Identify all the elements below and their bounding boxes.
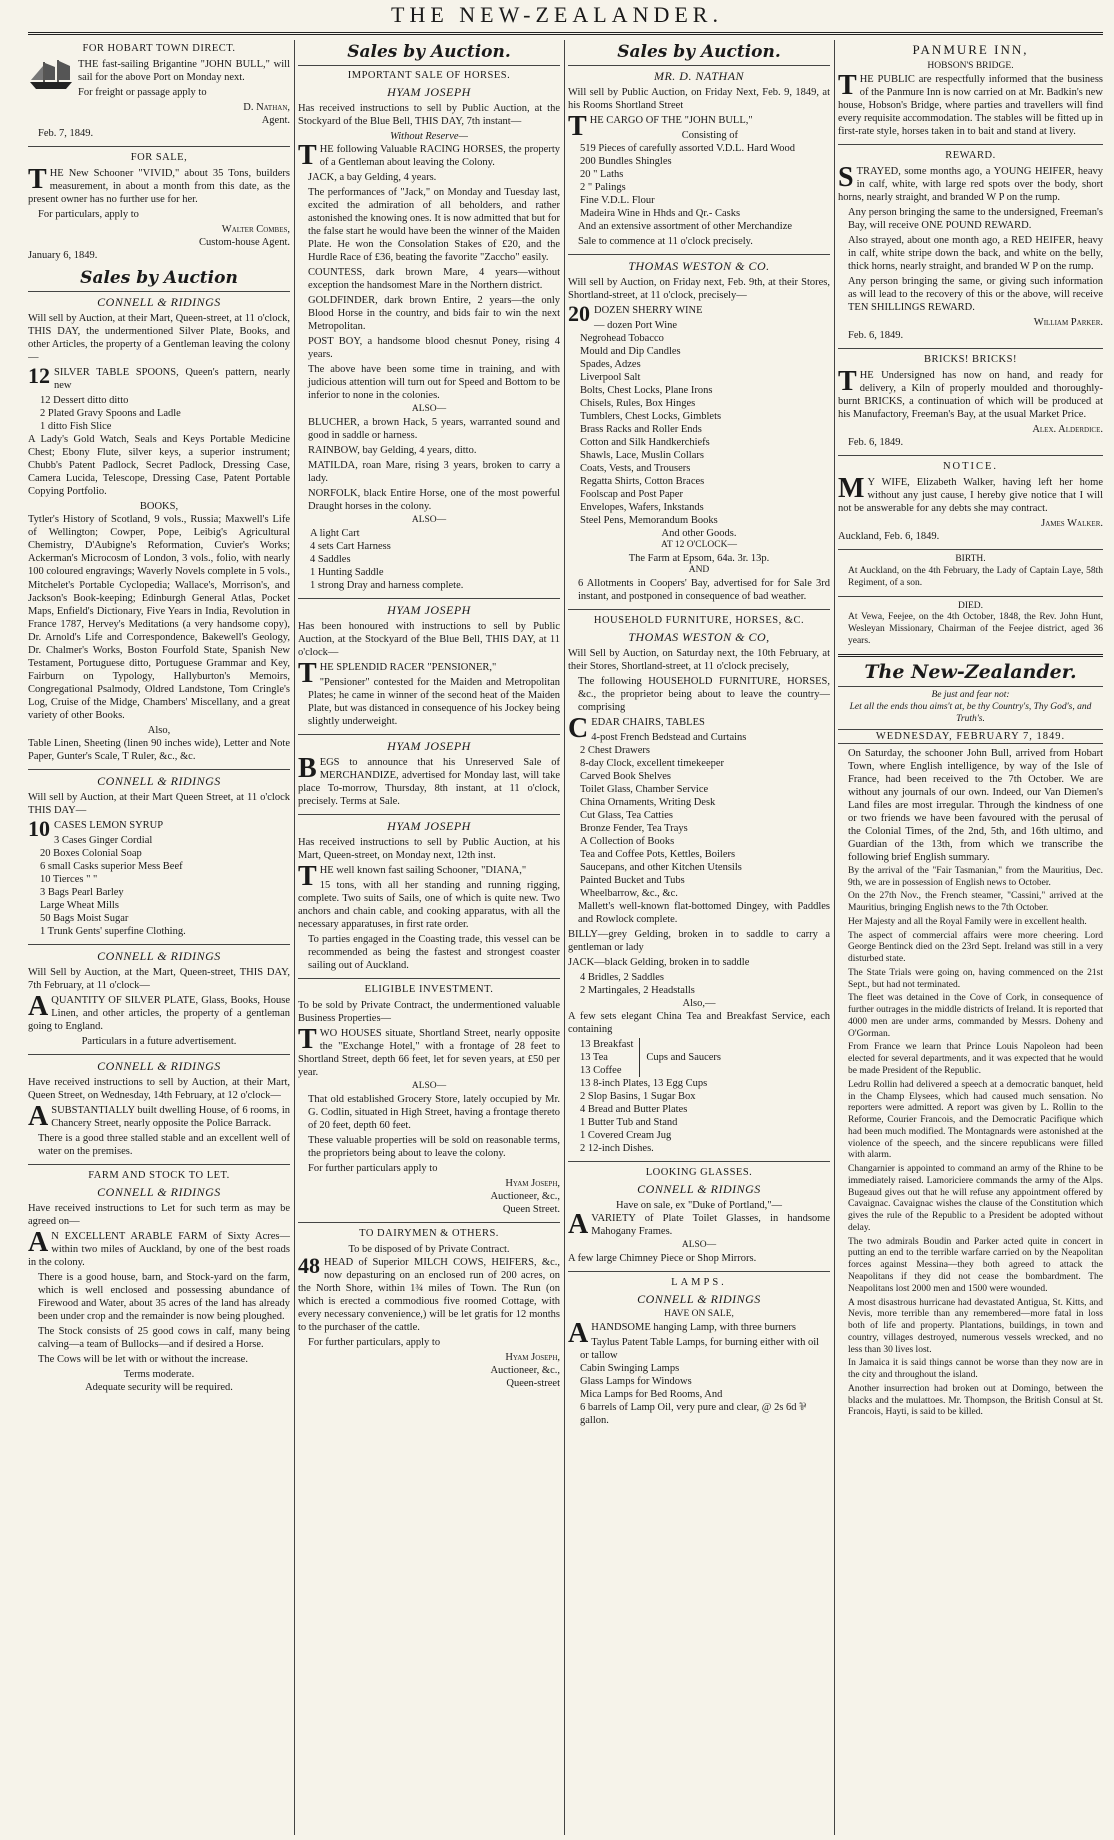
weston-intro: Will sell by Auction, on Friday next, Feb. 9th, at their Stores, Shortland-street, at 11 o'clock, precisely— bbox=[568, 277, 830, 302]
investment-advert bbox=[298, 983, 560, 1216]
list-item: 4-post French Bedstead and Curtains bbox=[591, 731, 747, 743]
dairymen-apply: For further particulars, apply to bbox=[308, 1337, 441, 1349]
editorial-p14: Another insurrection had broken out at Domingo, between the blacks and the mulattoes. Mr. Thompson, the British Consul at St. Francois, Hayti, is said to be killed. bbox=[848, 1383, 1103, 1418]
list-item: Shawls, Lace, Muslin Collars bbox=[580, 450, 704, 462]
horses-p2: The performances of "Jack," on Monday and Tuesday last, excited the admiration of all beholders, and rather astonished the knowing ones. It is now admitted that but for the false start he would have been the winner of the Maiden Plate. He won the Consolation Stakes of £20, and the Hurdle Race of £36, beating the favorite "Zaccho" easily. bbox=[308, 187, 560, 264]
misc-items: A Lady's Gold Watch, Seals and Keys Portable Medicine Chest; Ebony Flute, silver keys, a superior instrument; Chubb's Patent Padlock, Secret Padlock, Dressing Case, Camera Lucida, Telescope, Dressing Case, Patent Portable Copying Portfolio. bbox=[28, 434, 290, 498]
list-item: China Ornaments, Writing Desk bbox=[580, 796, 716, 808]
list-item: A light Cart bbox=[310, 527, 360, 539]
firm-name: HYAM JOSEPH bbox=[387, 85, 471, 100]
list-item: 50 Bags Moist Sugar bbox=[40, 912, 129, 924]
weston-and: AND bbox=[688, 565, 710, 576]
books-list: Tytler's History of Scotland, 9 vols., Russia; Maxwell's Life of Wellington; Cowper, Pope, Leibig's Agricultural Chemistry, D'Aubigne's Reformation, Cuvier's Works; Ackerman's Microcosm of London, 3 vols., folio, with nearly 100 coloured engravings; Waverly Novels complete in 5 vols., Mitchelet's Portable Cyclopedia; Wallace's, Morrison's, and Jackson's Book-keeping; Edinburgh General Atlas, Pocket Maps, Enfield's Dictionary, Five Years in India, Revolution in France 1787, Hervey's Meditations (a very handsome copy), Dr. Arnold's Life and Correspondence, Bakewell's Geology, Dr. Chalmer's Works, Boston Fourfold State, Spanish New Testament, Portuguese ditto, Portuguese Grammar and Key, Fairburn on Typology, Hallyburton's Memoirs, Congregational Psalmody, Oldred Landstone, Tom Cringle's Log, Cruise of the Midge, Chambers' Miscellany, and a great variety of other Books. bbox=[28, 514, 290, 721]
sale-body: THE New Schooner "VIVID," about 35 Tons, builders measurement, in about a month from this date, as the present owner has no further use for her. bbox=[28, 164, 290, 206]
cups-group bbox=[568, 1038, 830, 1077]
cups-label: Cups and Saucers bbox=[646, 1052, 722, 1064]
lamps-title: LAMPS. bbox=[671, 1277, 727, 1289]
glasses-intro: Have on sale, ex "Duke of Portland,"— bbox=[615, 1200, 783, 1212]
hobart-freight: For freight or passage apply to bbox=[78, 87, 207, 99]
editorial-p13: In Jamaica it is said things cannot be worse than they now are in the city and throughout the island. bbox=[848, 1358, 1103, 1381]
horses-lead: THE following Valuable RACING HORSES, the property of a Gentleman about leaving the Colony. bbox=[298, 140, 560, 172]
editorial-p5: The aspect of commercial affairs were more cheering. Lord George Bentinck died on the 23rd Sept. Ireland was still in a very disturbed state. bbox=[848, 930, 1103, 965]
diana-intro: Has received instructions to sell by Public Auction, at his Mart, Queen-street, on Monday next, 12th inst. bbox=[298, 836, 560, 861]
list-item: 4 Saddles bbox=[310, 553, 351, 565]
list-item: 200 Bundles Shingles bbox=[580, 156, 672, 168]
list-item: 1 Butter Tub and Stand bbox=[580, 1117, 678, 1129]
list-item: Spades, Adzes bbox=[580, 359, 641, 371]
bricks-body: THE Undersigned has now on hand, and ready for delivery, a Kiln of properly moulded and thoroughly-burnt BRICKS, a continuation of which will be produced at his Manufactory, Freeman's Bay, at the usual Market Price. bbox=[838, 366, 1103, 421]
list-item: 4 Bridles, 2 Saddles bbox=[580, 972, 664, 984]
birth-body: At Auckland, on the 4th February, the Lady of Captain Laye, 58th Regiment, of a son. bbox=[848, 566, 1103, 588]
hobart-title: FOR HOBART TOWN DIRECT. bbox=[82, 43, 236, 54]
lead-item: SILVER TABLE SPOONS, Queen's pattern, nearly new bbox=[54, 367, 290, 392]
ship-icon bbox=[28, 58, 74, 92]
farm-p2: There is a good house, barn, and Stock-yard on the farm, which is well enclosed and possessing abundance of Firewood and Water, about 35 acres of the land has already been under crop and the remainder is now being ploughed. bbox=[38, 1271, 290, 1322]
list-item: 2 Slop Basins, 1 Sugar Box bbox=[580, 1091, 696, 1103]
paper-motto-2: Let all the ends thou aims't at, be thy Country's, Thy God's, and Truth's. bbox=[849, 702, 1092, 724]
list-item: Tumblers, Chest Locks, Gimblets bbox=[580, 411, 722, 423]
list-item: 1 Trunk Gents' superfine Clothing. bbox=[40, 925, 186, 937]
list-item: 2 Martingales, 2 Headstalls bbox=[580, 985, 695, 997]
list-item: 2 Chest Drawers bbox=[580, 744, 650, 756]
notice-signer: James Walker. bbox=[1041, 518, 1103, 530]
investment-intro: To be sold by Private Contract, the undermentioned valuable Business Properties— bbox=[298, 1000, 560, 1025]
household-title: HOUSEHOLD FURNITURE, HORSES, &C. bbox=[593, 614, 805, 626]
died-body: At Vewa, Feejee, on the 4th October, 1848, the Rev. John Hunt, Wesleyan Missionary, Chairman of the Feejee district, aged 36 years. bbox=[848, 612, 1103, 646]
lead-number: 10 bbox=[28, 815, 50, 841]
investment-p3: These valuable properties will be sold on reasonable terms, the proprietors being about to leave the colony. bbox=[308, 1134, 560, 1159]
lamps-intro: HAVE ON SALE, bbox=[664, 1309, 734, 1319]
list-item: Tea and Coffee Pots, Kettles, Boilers bbox=[580, 849, 736, 861]
diana-body: 15 tons, with all her standing and running rigging, complete. Two suits of Sails, one of which is quite new. Two anchors and chain cable, and cooking apparatus, with all the necessary apparatuses, in first rate order. bbox=[298, 879, 560, 930]
racer-intro: Has been honoured with instructions to sell by Public Auction, at the Stockyard of the Blue Bell, THIS DAY, at 11 o'clock— bbox=[298, 620, 560, 658]
list-item: Glass Lamps for Windows bbox=[580, 1375, 692, 1387]
auction-intro: Will sell by Auction, at their Mart, Queen-street, at 11 o'clock, THIS DAY, the undermentioned Silver Plate, Books, and other Articles, the property of a Gentleman leaving the colony— bbox=[28, 313, 290, 364]
dairymen-name: Hyam Joseph, bbox=[505, 1352, 560, 1364]
glasses-title: LOOKING GLASSES. bbox=[645, 1167, 753, 1179]
list-item: A Collection of Books bbox=[580, 836, 675, 848]
list-item: Cotton and Silk Handkerchiefs bbox=[580, 437, 710, 449]
bricks-signer: Alex. Alderdice. bbox=[1032, 424, 1103, 436]
glasses-body: AVARIETY of Plate Toilet Glasses, in handsome Mahogany Frames. bbox=[568, 1209, 830, 1241]
panmure-advert bbox=[838, 42, 1103, 138]
list-item: 1 strong Dray and harness complete. bbox=[310, 580, 464, 592]
lead-item: CASES LEMON SYRUP bbox=[54, 819, 164, 831]
nathan-time: Sale to commence at 11 o'clock precisely. bbox=[578, 236, 753, 248]
bricks-date: Feb. 6, 1849. bbox=[848, 437, 904, 449]
horses-sale bbox=[298, 69, 560, 592]
nathan-sale bbox=[568, 69, 830, 248]
horses-p1: JACK, a bay Gelding, 4 years. bbox=[308, 172, 437, 184]
auction-silver-plate bbox=[28, 295, 290, 762]
editorial-p1: On Saturday, the schooner John Bull, arrived from Hobart Town, where English intelligence, by way of the Isle of France, had been received to the 7th October. We are without any journals of our own. Indeed, our Van Diemen's Land files are most irregular. Through the kindness of one or two friends we have been favoured with the perusal of the Colonial Times, of the 2nd, 5th, and 16th ultimo, and Guardian of the 13th, from which we transcribe the following brief English summary. bbox=[848, 747, 1103, 863]
firm-name: CONNELL & RIDINGS bbox=[97, 295, 221, 310]
list-item: Steel Pens, Memorandum Books bbox=[580, 515, 718, 527]
firm-name: CONNELL & RIDINGS bbox=[97, 1184, 221, 1199]
list-item: Madeira Wine in Hhds and Qr.- Casks bbox=[580, 208, 741, 220]
firm-name: THOMAS WESTON & CO. bbox=[628, 259, 770, 274]
column-divider bbox=[564, 40, 565, 1835]
nathan-intro: Will sell by Public Auction, on Friday Next, Feb. 9, 1849, at his Rooms Shortland Street bbox=[568, 86, 830, 111]
horses-p4: GOLDFINDER, dark brown Entire, 2 years—the only Blood Horse in the country, and bids fair to win the next Metropolitan. bbox=[308, 295, 560, 333]
auction-silver-glass bbox=[28, 949, 290, 1048]
firm-name: CONNELL & RIDINGS bbox=[97, 1058, 221, 1073]
racer-sale bbox=[298, 603, 560, 728]
dairymen-role: Auctioneer, &c., bbox=[490, 1365, 560, 1377]
reward-p2: Any person bringing the same to the undersigned, Freeman's Bay, will receive ONE POUND REWARD. bbox=[848, 207, 1103, 232]
firm-name: CONNELL & RIDINGS bbox=[637, 1182, 761, 1197]
hobart-date: Feb. 7, 1849. bbox=[38, 128, 94, 140]
list-item: Cut Glass, Tea Catties bbox=[580, 809, 673, 821]
column-divider bbox=[834, 40, 835, 1835]
list-item: Brass Racks and Roller Ends bbox=[580, 424, 702, 436]
also-label: Also, bbox=[147, 724, 171, 736]
lamps-advert bbox=[568, 1276, 830, 1427]
list-item: Large Wheat Mills bbox=[40, 899, 119, 911]
horses-p8: RAINBOW, bay Gelding, 4 years, ditto. bbox=[308, 445, 477, 457]
panmure-title: PANMURE INN, bbox=[912, 42, 1029, 57]
list-item: 13 Coffee bbox=[580, 1065, 622, 1077]
auction-intro: Have received instructions to sell by Auction, at their Mart, Queen Street, on Wednesday, 14th February, at 12 o'clock— bbox=[28, 1076, 290, 1101]
section-header: Sales by Auction. bbox=[298, 42, 560, 66]
firm-name: HYAM JOSEPH bbox=[387, 818, 471, 833]
list-item: 2 " Palings bbox=[580, 182, 626, 194]
household-dingey: Mallett's well-known flat-bottomed Dingey, with Paddles and Rowlock complete. bbox=[578, 901, 830, 926]
also-label: ALSO— bbox=[411, 1081, 447, 1092]
horses-p7: BLUCHER, a brown Hack, 5 years, warranted sound and good in saddle or harness. bbox=[308, 417, 560, 442]
panmure-body: THE PUBLIC are respectfully informed that the business of the Panmure Inn is now carried on at Mr. Badkin's new house, Hobson's Bridge, where parties and travellers will find every requisite accommodation. The stables will be fitted up in first-rate style, horses taken in to bait and stand at livery. bbox=[838, 69, 1103, 137]
auction-intro: Will sell by Auction, at their Mart Queen Street, at 11 o'clock THIS DAY— bbox=[28, 791, 290, 816]
sale-title: FOR SALE, bbox=[130, 152, 188, 164]
horses-p5: POST BOY, a handsome blood chesnut Poney, rising 4 years. bbox=[308, 336, 560, 361]
list-item: Bronze Fender, Tea Trays bbox=[580, 823, 688, 834]
editorial-p11: The two admirals Boudin and Parker acted quite in concert in putting an end to the terrible warfare carried on by the Neapolitan forces against Messina—they both agreed to attack the Neapolitans if they did not cease the bombardment. The Neapolitans lost 2000 men and 1500 were wounded. bbox=[848, 1236, 1103, 1294]
firm-name: HYAM JOSEPH bbox=[387, 739, 471, 754]
notice-date: Auckland, Feb. 6, 1849. bbox=[838, 531, 940, 543]
reward-p3: Also strayed, about one month ago, a RED HEIFER, heavy in calf, white stripe down the back, and white on the belly, thick horns, nearly straight, and branded W P on the rump. bbox=[848, 235, 1103, 273]
auction-note: Particulars in a future advertisement. bbox=[81, 1035, 237, 1047]
household-jack: JACK—black Gelding, broken in to saddle bbox=[568, 957, 750, 969]
firm-name: CONNELL & RIDINGS bbox=[97, 773, 221, 788]
editorial-p3: On the 27th Nov., the French steamer, "Cassini," arrived at the Mauritius, bringing English news to the 7th October. bbox=[848, 891, 1103, 914]
sale-name: Walter Combes, bbox=[221, 224, 290, 236]
also-label: ALSO— bbox=[681, 1240, 717, 1251]
reward-title: REWARD. bbox=[945, 149, 996, 161]
farm-body: AN EXCELLENT ARABLE FARM of Sixty Acres—within two miles of Auckland, by one of the best roads in the colony. bbox=[28, 1226, 290, 1268]
horses-title: IMPORTANT SALE OF HORSES. bbox=[347, 70, 511, 82]
diana-lead: THE well known fast sailing Schooner, "DIANA," bbox=[298, 860, 527, 892]
list-item: Foolscap and Post Paper bbox=[580, 489, 683, 501]
bricks-advert bbox=[838, 353, 1103, 449]
paper-motto-1: Be just and fear not: bbox=[931, 690, 1010, 701]
lamps-body: AHANDSOME hanging Lamp, with three burners bbox=[568, 1317, 796, 1349]
list-item: 1 Hunting Saddle bbox=[310, 567, 384, 578]
horses-p6: The above have been some time in training, and with judicious attention will turn out for Speed and Bottom to be inferior to none in the colonies. bbox=[308, 364, 560, 402]
also-label: Also,— bbox=[682, 998, 716, 1010]
books-title: BOOKS, bbox=[139, 501, 179, 513]
vivid-sale bbox=[28, 151, 290, 262]
weston-sherry-sale bbox=[568, 259, 830, 603]
list-item: — dozen Port Wine bbox=[594, 320, 678, 332]
sale-date: January 6, 1849. bbox=[28, 250, 98, 262]
weston-at: AT 12 O'CLOCK— bbox=[661, 540, 737, 551]
list-item: Fine V.D.L. Flour bbox=[580, 195, 655, 207]
bricks-title: BRICKS! BRICKS! bbox=[924, 354, 1017, 366]
hobart-agent: D. Nathan, bbox=[243, 102, 290, 114]
list-item: Cabin Swinging Lamps bbox=[580, 1362, 680, 1374]
auction-body: ASUBSTANTIALLY built dwelling House, of 6 rooms, in Chancery Street, nearly opposite the Police Barrack. bbox=[28, 1100, 290, 1132]
list-item: Taylus Patent Table Lamps, for burning either with oil or tallow bbox=[580, 1336, 820, 1361]
farm-terms: Terms moderate. bbox=[123, 1368, 195, 1380]
death-notice bbox=[838, 601, 1103, 648]
section-header: Sales by Auction bbox=[28, 268, 290, 292]
masthead-rule bbox=[28, 32, 1103, 35]
list-item: 13 Tea bbox=[580, 1052, 608, 1064]
firm-name: HYAM JOSEPH bbox=[387, 603, 471, 618]
list-item: Regatta Shirts, Cotton Braces bbox=[580, 476, 705, 488]
list-item: 6 barrels of Lamp Oil, very pure and clear, @ 2s 6d ⅌ gallon. bbox=[580, 1401, 807, 1426]
hobart-body: THE fast-sailing Brigantine "JOHN BULL," will sail for the above Port on Monday next. bbox=[78, 59, 290, 84]
list-item: 1 Covered Cream Jug bbox=[580, 1130, 672, 1142]
weston-farm: The Farm at Epsom, 64a. 3r. 13p. bbox=[628, 553, 770, 565]
racer-lead: THE SPLENDID RACER "PENSIONER," bbox=[298, 657, 497, 689]
household-china: A few sets elegant China Tea and Breakfast Service, each containing bbox=[568, 1011, 830, 1036]
nathan-tail: And an extensive assortment of other Merchandize bbox=[578, 221, 793, 233]
investment-role: Auctioneer, &c., bbox=[490, 1190, 560, 1202]
reward-p4: Any person bringing the same, or giving such information as will lead to the recovery of this or the above, will receive TEN SHILLINGS REWARD. bbox=[848, 276, 1103, 314]
household-billy: BILLY—grey Gelding, broken in to saddle to carry a gentleman or lady bbox=[568, 929, 830, 954]
reward-signer: William Parker. bbox=[1033, 317, 1103, 329]
list-item: 12 Dessert ditto ditto bbox=[40, 395, 129, 407]
weston-allot: 6 Allotments in Coopers' Bay, advertised for for Sale 3rd instant, and postponed in consequence of bad weather. bbox=[578, 577, 830, 602]
column-divider bbox=[294, 40, 295, 1835]
farm-security: Adequate security will be required. bbox=[85, 1381, 233, 1393]
list-item: 3 Bags Pearl Barley bbox=[40, 886, 124, 898]
list-item: 10 Tierces " " bbox=[40, 873, 98, 885]
list-item: 6 small Casks superior Mess Beef bbox=[40, 860, 183, 872]
firm-name: MR. D. NATHAN bbox=[653, 69, 745, 84]
household-sale bbox=[568, 614, 830, 1155]
list-item: 20 " Laths bbox=[580, 169, 624, 181]
racer-body: "Pensioner" contested for the Maiden and Metropolitan Plates; he came in winner of the second heat of the Maiden Plate, but was distanced in consequence of his Jockey being slightly underweight. bbox=[308, 676, 560, 728]
editorial-p2: By the arrival of the "Fair Tasmanian," from the Mauritius, Dec. 9th, we are in possession of English news to October. bbox=[848, 865, 1103, 888]
glasses-tail: A few large Chimney Piece or Shop Mirrors. bbox=[568, 1253, 757, 1265]
investment-body: TWO HOUSES situate, Shortland Street, nearly opposite the "Exchange Hotel," with a frontage of 28 feet to Shortland Street, depth 66 feet, let for seven years, at £50 per year. bbox=[298, 1024, 560, 1079]
list-item: Saucepans, and other Kitchen Utensils bbox=[580, 862, 742, 874]
editorial-p8: From France we learn that Prince Louis Napoleon had been elected for several departments, and it was expected that he would be made President of the Republic. bbox=[848, 1042, 1103, 1076]
nathan-lead: THE CARGO OF THE "JOHN BULL," bbox=[568, 110, 753, 142]
unreserved-body: BEGS to announce that his Unreserved Sale of MERCHANDIZE, advertised for Monday last, will take place To-morrow, Thursday, 8th instant, at 11 o'clock, precisely. Terms at Sale. bbox=[298, 752, 560, 807]
auction-tail: There is a good three stalled stable and an excellent well of water on the premises. bbox=[38, 1132, 290, 1157]
sale-role: Custom-house Agent. bbox=[199, 237, 290, 249]
list-item: Coats, Vests, and Trousers bbox=[580, 463, 691, 475]
panmure-sub: HOBSON'S BRIDGE. bbox=[927, 61, 1014, 72]
auction-intro: Will Sell by Auction, at the Mart, Queen-street, THIS DAY, 7th February, at 11 o'clock— bbox=[28, 966, 290, 991]
list-item: 13 Breakfast bbox=[580, 1039, 634, 1051]
also-label: ALSO— bbox=[411, 404, 447, 415]
investment-apply: For further particulars apply to bbox=[308, 1162, 438, 1174]
birth-notice bbox=[838, 554, 1103, 589]
horses-intro: Has received instructions to sell by Public Auction, at the Stockyard of the Blue Bell, THIS DAY, 7th instant— bbox=[298, 102, 560, 127]
notice-advert bbox=[838, 460, 1103, 543]
column-2 bbox=[298, 40, 560, 1835]
list-item: Liverpool Salt bbox=[580, 372, 641, 384]
horses-p3: COUNTESS, dark brown Mare, 4 years—without exception the handsomest Mare in the Northern district. bbox=[308, 267, 560, 292]
hobart-advert bbox=[28, 42, 290, 140]
notice-title: NOTICE. bbox=[942, 461, 999, 473]
hobart-agent-role: Agent. bbox=[261, 115, 290, 127]
auction-house bbox=[28, 1059, 290, 1158]
list-item: Bolts, Chest Locks, Plane Irons bbox=[580, 385, 713, 397]
lead-number: 48 bbox=[298, 1253, 320, 1279]
list-item: Painted Bucket and Tubs bbox=[580, 875, 685, 887]
paper-title: The New-Zealander. bbox=[838, 661, 1103, 688]
lead-item: DOZEN SHERRY WINE bbox=[594, 305, 703, 317]
list-item: And other Goods. bbox=[661, 528, 737, 540]
editorial-p4: Her Majesty and all the Royal Family were in excellent health. bbox=[848, 916, 1087, 927]
household-p1: The following HOUSEHOLD FURNITURE, HORSES, &c., the proprietor being about to leave the country—comprising bbox=[578, 675, 830, 713]
list-item: Envelopes, Wafers, Inkstands bbox=[580, 502, 704, 514]
reward-body: STRAYED, some months ago, a YOUNG HEIFER, heavy in calf, white, with large red spots over the body, short horns, nearly straight, and branded W P on the rump. bbox=[838, 161, 1103, 203]
farm-advert bbox=[28, 1169, 290, 1394]
list-item: 13 8-inch Plates, 13 Egg Cups bbox=[580, 1078, 708, 1090]
list-item: Mica Lamps for Bed Rooms, And bbox=[580, 1388, 723, 1400]
column-3 bbox=[568, 40, 830, 1835]
investment-p2: That old established Grocery Store, lately occupied by Mr. G. Codlin, situated in High Street, having a frontage thereto of 20 feet, depth 60 feet. bbox=[308, 1093, 560, 1131]
farm-intro: Have received instructions to Let for such term as may be agreed on— bbox=[28, 1202, 290, 1227]
list-item: 4 Bread and Butter Plates bbox=[580, 1104, 688, 1116]
lead-number: 12 bbox=[28, 363, 50, 389]
farm-title: FARM AND STOCK TO LET. bbox=[88, 1169, 230, 1181]
investment-name: Hyam Joseph, bbox=[505, 1177, 560, 1189]
sale-apply: For particulars, apply to bbox=[38, 209, 139, 221]
list-item: Wheelbarrow, &c., &c. bbox=[580, 888, 678, 900]
nathan-consisting: Consisting of bbox=[681, 130, 738, 141]
firm-name: CONNELL & RIDINGS bbox=[637, 1292, 761, 1307]
column-1 bbox=[28, 40, 290, 1835]
list-item: Carved Book Shelves bbox=[580, 770, 671, 782]
died-title: DIED. bbox=[957, 600, 984, 611]
horses-reserve: Without Reserve— bbox=[390, 131, 468, 142]
masthead: THE NEW-ZEALANDER. bbox=[391, 2, 723, 27]
paper-dateline: WEDNESDAY, FEBRUARY 7, 1849. bbox=[838, 729, 1103, 744]
auction-lemon-syrup bbox=[28, 774, 290, 938]
dairymen-title: TO DAIRYMEN & OTHERS. bbox=[359, 1228, 499, 1240]
reward-date: Feb. 6, 1849. bbox=[848, 330, 904, 342]
editorial-p12: A most disastrous hurricane had devastated Antigua, St. Kitts, and Nevis, more terrible than any remembered—more fatal in loss both of life and property. Plantations, buildings, in town and country, villages destroyed, numerous vessels wrecked, and no less than 30 lives lost. bbox=[848, 1297, 1103, 1355]
list-item: Chisels, Rules, Box Hinges bbox=[580, 398, 696, 410]
column-4 bbox=[838, 40, 1103, 1835]
dairymen-advert bbox=[298, 1227, 560, 1390]
section-header: Sales by Auction. bbox=[568, 42, 830, 66]
firm-name: CONNELL & RIDINGS bbox=[97, 948, 221, 963]
list-item: Negrohead Tobacco bbox=[580, 333, 664, 345]
reward-advert bbox=[838, 149, 1103, 342]
also-label: ALSO— bbox=[411, 515, 447, 526]
list-item: 1 ditto Fish Slice bbox=[40, 421, 112, 433]
farm-p4: The Cows will be let with or without the increase. bbox=[38, 1353, 248, 1365]
dairymen-place: Queen-street bbox=[506, 1378, 560, 1390]
editorial-p9: Ledru Rollin had delivered a speech at a democratic banquet, held in the Champ Elysees, which had caused much sensation. No reporters were admitted. A report was given by L. Rollin to the Reforme, Courier Francois, and the Democratic Pacifique which had been much modified. The Montagnards were astonished at the violence of the speech, and the sincere republicans were filled with alarm. bbox=[848, 1079, 1103, 1161]
editorial-p10: Changarnier is appointed to command an army of the Rhine to be immediately raised. Lamoriciere commands the army of the Alps. Bugeaud gives out that he will refuse any appointment offered by Cavaignac. Cavaignac wishes the clause of the Constitution which gives the rule of the Republic to a President be adopted without delay. bbox=[848, 1164, 1103, 1233]
editorial-p6: The State Trials were going on, having commenced on the 21st Sept., but had not terminated. bbox=[848, 967, 1103, 990]
list-item: 2 12-inch Dishes. bbox=[580, 1143, 654, 1155]
lead-number: 20 bbox=[568, 301, 590, 327]
investment-place: Queen Street. bbox=[502, 1204, 560, 1215]
tail-items: Table Linen, Sheeting (linen 90 inches wide), Letter and Note Paper, Gunter's Scale, T Ruler, &c., &c. bbox=[28, 737, 290, 762]
notice-body: MY WIFE, Elizabeth Walker, having left her home without any just cause, I hereby give notice that I will not be answerable for any debts she may contract. bbox=[838, 473, 1103, 515]
birth-title: BIRTH. bbox=[955, 554, 986, 565]
household-intro: Will Sell by Auction, on Saturday next, the 10th February, at their Stores, Shortland-street, at 11 o'clock precisely, bbox=[568, 647, 830, 672]
editorial-p7: The fleet was detained in the Cove of Cork, in consequence of further outrages in the middle districts of Ireland. It is reported that 4000 men are under arms, commanded by Messrs. Doheny and O'Gorman. bbox=[848, 993, 1103, 1039]
editorial bbox=[838, 661, 1103, 1419]
list-item: 4 sets Cart Harness bbox=[310, 540, 391, 552]
diana-p2: To parties engaged in the Coasting trade, this vessel can be recommended as being the fastest and strongest coaster sailing out of Auckland. bbox=[308, 933, 560, 971]
auction-body: AQUANTITY OF SILVER PLATE, Glass, Books, House Linen, and other articles, the property of a gentleman going to England. bbox=[28, 990, 290, 1032]
farm-p3: The Stock consists of 25 good cows in calf, many being calving—a team of Bullocks—and if desired a Horse. bbox=[38, 1325, 290, 1350]
glasses-advert bbox=[568, 1166, 830, 1265]
unreserved-sale bbox=[298, 739, 560, 808]
dairymen-intro: To be disposed of by Private Contract. bbox=[348, 1244, 510, 1256]
horses-p10: NORFOLK, black Entire Horse, one of the most powerful Draught horses in the colony. bbox=[308, 488, 560, 513]
diana-sale bbox=[298, 819, 560, 972]
firm-name: THOMAS WESTON & CO, bbox=[628, 629, 770, 644]
dairymen-body: HEAD of Superior MILCH COWS, HEIFERS, &c., now depasturing on an enclosed run of 200 acres, on the North Shore, within 1¾ miles of Town. The Run (on which is erected a commodious five roomed Cottage, with every necessary convenience,) will be let gratis for 12 months to the purchaser of the cattle. bbox=[298, 1257, 560, 1334]
investment-title: ELIGIBLE INVESTMENT. bbox=[364, 984, 494, 995]
list-item: 2 Plated Gravy Spoons and Ladle bbox=[40, 408, 181, 420]
list-item: 20 Boxes Colonial Soap bbox=[40, 847, 142, 859]
list-item: 3 Cases Ginger Cordial bbox=[54, 834, 153, 846]
horses-p9: MATILDA, roan Mare, rising 3 years, broken to carry a lady. bbox=[308, 460, 560, 485]
list-item: 8-day Clock, excellent timekeeper bbox=[580, 757, 725, 769]
household-lead: CEDAR CHAIRS, TABLES bbox=[568, 712, 705, 744]
list-item: 519 Pieces of carefully assorted V.D.L. Hard Wood bbox=[580, 143, 795, 155]
list-item: Mould and Dip Candles bbox=[580, 346, 681, 358]
list-item: Toilet Glass, Chamber Service bbox=[580, 783, 709, 795]
